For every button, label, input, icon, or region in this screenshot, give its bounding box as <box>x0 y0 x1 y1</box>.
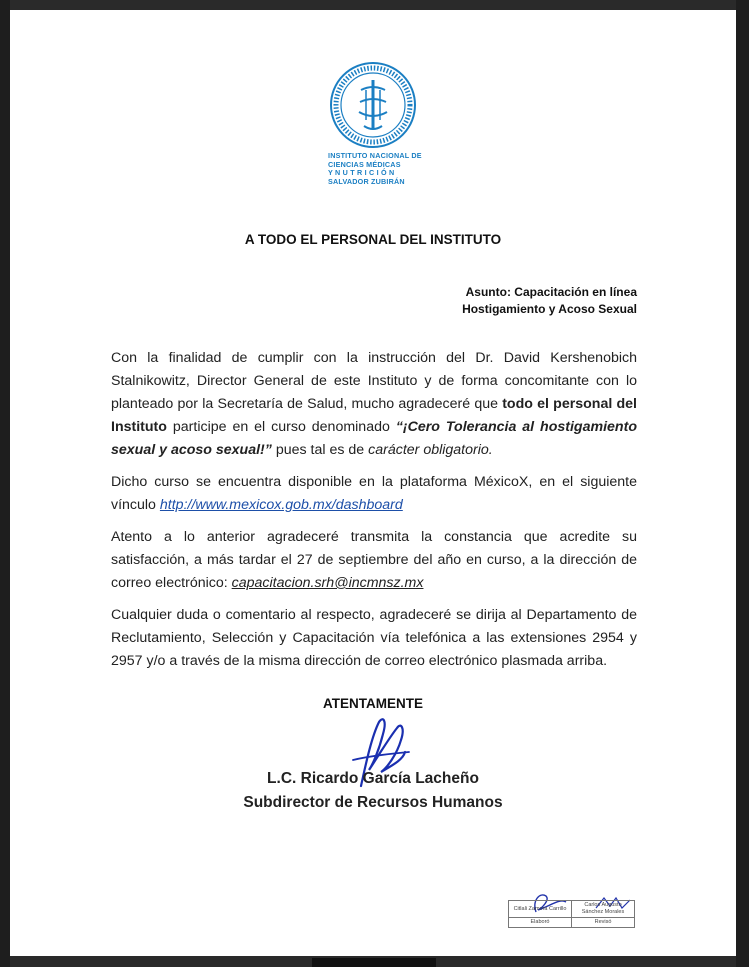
institution-logo <box>328 60 422 200</box>
letter-body <box>111 347 637 682</box>
viewer-left-edge <box>0 0 10 967</box>
subject-line-2: Hostigamiento y Acoso Sexual <box>462 302 637 316</box>
paragraph-1-text-a: Con la finalidad de cumplir con la instrucción del Dr. David Kershenobich Stalnikowitz, Director General de este Instituto y de forma concomitante con lo planteado por la Secretaría de Salud, mucho agradeceré que <box>111 350 637 412</box>
closing-text: ATENTAMENTE <box>323 696 423 711</box>
paragraph-2-text: Dicho curso se encuentra disponible en la plataforma MéxicoX, en el siguiente vínculo <box>111 474 637 513</box>
viewer-right-edge <box>736 0 749 967</box>
institution-name-line: INSTITUTO NACIONAL DE <box>328 151 422 160</box>
course-name: “¡Cero Tolerancia al hostigamiento sexual y acoso sexual!” <box>111 419 637 458</box>
institution-seal-icon <box>328 60 418 150</box>
paragraph-1 <box>111 347 637 462</box>
paragraph-1-bold: todo el personal del Instituto <box>111 396 638 435</box>
signer-name: L.C. Ricardo García Lacheño <box>267 770 479 787</box>
viewer-bottom-tab <box>312 958 436 967</box>
document-page <box>10 10 736 956</box>
paragraph-1-text-c: pues tal es de <box>271 442 369 458</box>
elaboro-name: Citlali Zamora Carrillo <box>509 901 572 918</box>
email-link[interactable]: capacitacion.srh@incmnsz.mx <box>231 575 424 591</box>
mandatory-note: carácter obligatorio. <box>368 442 493 458</box>
signer-title: Subdirector de Recursos Humanos <box>243 794 503 811</box>
institution-name <box>328 151 422 186</box>
paragraph-1-text-b: participe en el curso denominado <box>166 419 396 435</box>
institution-name-line: SALVADOR ZUBIRÁN <box>328 176 405 186</box>
institution-name-line: CIENCIAS MÉDICAS <box>328 159 401 169</box>
paragraph-4: Cualquier duda o comentario al respecto, agradeceré se dirija al Departamento de Reclutamiento, Selección y Capacitación vía telefónica a las extensiones 2954 y 2957 y/o a través de la misma dirección de correo electrónico plasmada arriba. <box>111 607 637 669</box>
reviso-name: Carlos Augusto Sánchez Morales <box>572 901 635 918</box>
document-heading: A TODO EL PERSONAL DEL INSTITUTO <box>244 232 502 247</box>
institution-name-line: Y N U T R I C I Ó N <box>328 168 395 177</box>
paragraph-2 <box>111 471 637 517</box>
subject-line-1: Asunto: Capacitación en línea <box>465 285 637 299</box>
initials-table <box>508 900 635 928</box>
reviso-label: Revisó <box>572 918 635 928</box>
subject-block <box>462 284 637 318</box>
elaboro-label: Elaboró <box>509 918 572 928</box>
dashboard-link[interactable]: http://www.mexicox.gob.mx/dashboard <box>159 497 403 513</box>
paragraph-3-text: Atento a lo anterior agradeceré transmita la constancia que acredite su satisfacción, a más tardar el 27 de septiembre del año en curso, a la dirección de correo electrónico: <box>111 529 637 591</box>
signer-block <box>10 767 736 815</box>
paragraph-3 <box>111 526 637 595</box>
